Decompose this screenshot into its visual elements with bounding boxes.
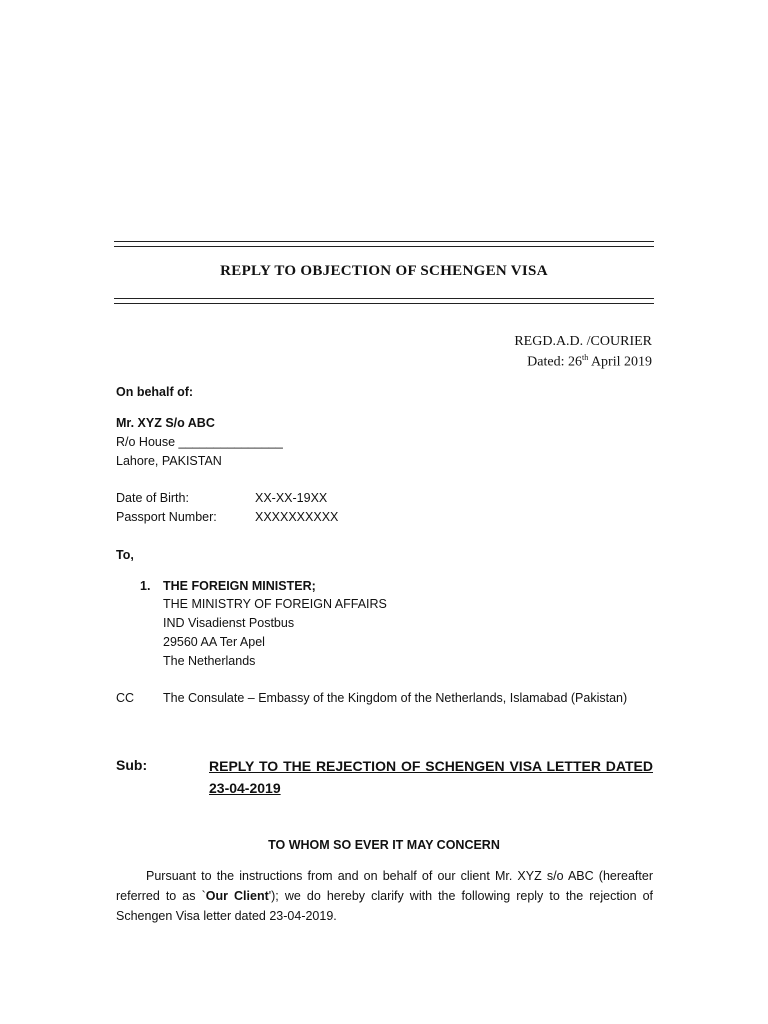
recipient-line: THE MINISTRY OF FOREIGN AFFAIRS xyxy=(163,597,387,611)
passport-label: Passport Number: xyxy=(116,510,217,524)
concern-heading: TO WHOM SO EVER IT MAY CONCERN xyxy=(268,838,500,852)
recipient-line: IND Visadienst Postbus xyxy=(163,616,295,630)
dated-rest: April 2019 xyxy=(588,354,652,370)
cc-label: CC xyxy=(116,691,135,705)
delivery-mode: REGD.A.D. /COURIER xyxy=(514,334,652,349)
subject-label: Sub: xyxy=(116,757,148,773)
dob-label: Date of Birth: xyxy=(116,491,189,505)
subject-line-1: REPLY TO THE REJECTION OF SCHENGEN VISA LETTER DATED xyxy=(209,758,653,774)
bottom-double-rule xyxy=(114,298,654,304)
client-address: R/o House _______________ xyxy=(116,435,283,449)
paragraph-bold: Our Client xyxy=(205,889,269,903)
dated-line xyxy=(527,353,652,371)
passport-value: XXXXXXXXXX xyxy=(255,510,339,524)
document-title: REPLY TO OBJECTION OF SCHENGEN VISA xyxy=(220,263,548,279)
paragraph-part-1: Pursuant to the instructions from and on behalf of our client Mr. XYZ s/o ABC (hereafter referred to as ` xyxy=(116,869,653,903)
to-label: To, xyxy=(116,548,134,562)
paragraph-part-2: '); we do hereby clarify with the following reply to the rejection of Schengen Visa letter dated 23-04-2019. xyxy=(116,889,653,923)
dob-value: XX-XX-19XX xyxy=(255,491,328,505)
dated-suffix: th xyxy=(581,353,589,362)
dated-prefix: Dated: 26 xyxy=(527,354,582,370)
client-city: Lahore, PAKISTAN xyxy=(116,454,222,468)
on-behalf-label: On behalf of: xyxy=(116,385,194,399)
client-name: Mr. XYZ S/o ABC xyxy=(116,416,215,430)
subject-line-2: 23-04-2019 xyxy=(209,780,281,796)
top-double-rule xyxy=(114,241,654,247)
recipient-line: THE FOREIGN MINISTER; xyxy=(163,579,316,593)
body-paragraph xyxy=(116,866,653,926)
recipient-line: 29560 AA Ter Apel xyxy=(163,635,265,649)
recipient-number: 1. xyxy=(140,579,151,593)
recipient-line: The Netherlands xyxy=(163,654,256,668)
cc-text: The Consulate – Embassy of the Kingdom of the Netherlands, Islamabad (Pakistan) xyxy=(163,691,628,705)
